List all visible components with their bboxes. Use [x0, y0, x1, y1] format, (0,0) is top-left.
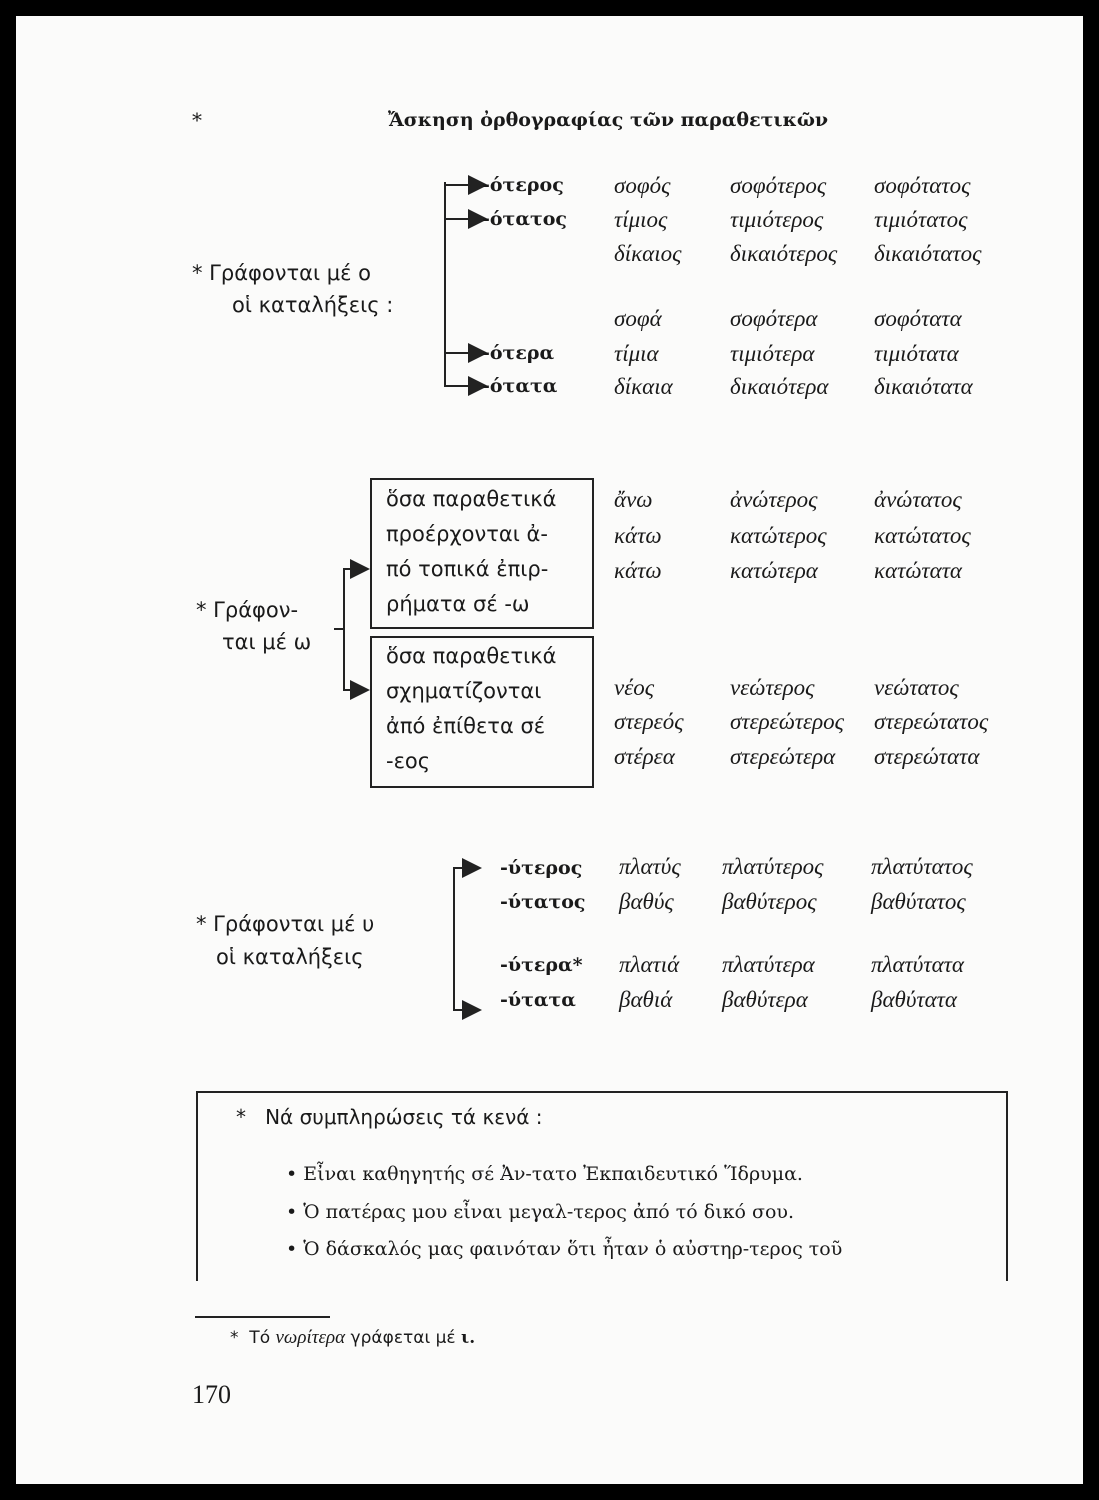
word-comparative: δικαιότερα [730, 374, 829, 399]
word-comparative: ἀνώτερος [730, 487, 818, 512]
word-comparative: στερεώτερος [730, 709, 844, 734]
word-comparative: βαθύτερος [722, 889, 817, 914]
word-superlative: πλατύτατος [871, 854, 973, 879]
word-positive: ἄνω [614, 487, 653, 512]
suffix-yteros: -ύτερος [500, 857, 583, 879]
word-comparative: βαθύτερα [722, 987, 808, 1012]
word-comparative: πλατύτερος [722, 854, 824, 879]
word-superlative: βαθύτατος [871, 889, 966, 914]
word-comparative: νεώτερος [730, 675, 815, 700]
section-y-label-line2: οἱ καταλήξεις [216, 945, 364, 969]
header-star: * [192, 108, 202, 132]
section-omega-label-line1: * Γράφον- [196, 598, 299, 622]
footnote-rule [195, 1316, 330, 1318]
word-comparative: κατώτερα [730, 558, 818, 583]
word-positive: πλατιά [619, 952, 680, 977]
word-positive: κάτω [614, 558, 662, 583]
rule-box-line: προέρχονται ἀ- [386, 522, 548, 546]
word-positive: σοφά [614, 306, 662, 331]
rule-box-line: πό τοπικά ἐπιρ- [386, 557, 549, 581]
word-comparative: πλατύτερα [722, 952, 815, 977]
rule-box-line: -εος [386, 749, 431, 773]
word-positive: τίμια [614, 341, 659, 366]
word-positive: πλατύς [619, 854, 681, 879]
word-positive: στερεός [614, 709, 684, 734]
word-superlative: στερεώτατος [874, 709, 989, 734]
page-number: 170 [192, 1380, 231, 1409]
rule-box-line: σχηματίζονται [386, 679, 542, 703]
exercise-item: • Ὁ δάσκαλός μας φαινόταν ὅτι ἦταν ὁ αὐστηρ-τερος τοῦ [286, 1238, 843, 1260]
word-superlative: τιμιότατα [874, 341, 959, 366]
section-omega-label-line2: ται μέ ω [222, 630, 312, 654]
word-comparative: δικαιότερος [730, 241, 838, 266]
word-positive: δίκαια [614, 374, 673, 399]
word-superlative: ἀνώτατος [874, 487, 962, 512]
word-comparative: σοφότερα [730, 306, 818, 331]
footnote-word: νωρίτερα [275, 1327, 346, 1348]
suffix-otera: -ότερα [482, 342, 555, 364]
word-comparative: σοφότερος [730, 173, 827, 198]
word-positive: βαθιά [619, 987, 673, 1012]
footnote [230, 1327, 475, 1349]
word-superlative: δικαιότατα [874, 374, 973, 399]
section-o-label-line2: οἱ καταλήξεις : [232, 293, 394, 317]
word-superlative: στερεώτατα [874, 744, 980, 769]
exercise-item: • Ὁ πατέρας μου εἶναι μεγαλ-τερος ἀπό τό δικό σου. [286, 1201, 795, 1223]
word-superlative: νεώτατος [874, 675, 959, 700]
exercise-item: • Εἶναι καθηγητής σέ Ἀν-τατο Ἐκπαιδευτικό Ἵδρυμα. [286, 1163, 803, 1185]
word-positive: στέρεα [614, 744, 675, 769]
footnote-letter: ι. [461, 1328, 476, 1348]
rule-box-adverbs [370, 478, 594, 629]
rule-box-line: ἀπό ἐπίθετα σέ [386, 714, 546, 738]
word-positive: βαθύς [619, 889, 674, 914]
suffix-ytata: -ύτατα [500, 989, 576, 1011]
word-positive: δίκαιος [614, 241, 682, 266]
word-superlative: κατώτατα [874, 558, 963, 583]
rule-box-adjectives [370, 636, 594, 788]
footnote-middle: γράφεται μέ [345, 1328, 462, 1348]
word-superlative: σοφότατα [874, 306, 962, 331]
exercise-instruction: * Νά συμπληρώσεις τά κενά : [236, 1105, 543, 1129]
rule-box-line: ὅσα παραθετικά [386, 487, 557, 511]
word-superlative: πλατύτατα [871, 952, 964, 977]
rule-box-line: ρήματα σέ -ω [386, 592, 530, 616]
word-comparative: τιμιότερα [730, 341, 815, 366]
word-superlative: βαθύτατα [871, 987, 957, 1012]
footnote-prefix: * Τό [230, 1328, 276, 1348]
book-page [16, 16, 1083, 1484]
word-superlative: τιμιότατος [874, 207, 968, 232]
word-comparative: τιμιότερος [730, 207, 824, 232]
suffix-ytera: -ύτερα* [500, 954, 583, 976]
word-superlative: κατώτατος [874, 523, 971, 548]
page-title: Ἄσκηση ὀρθογραφίας τῶν παραθετικῶν [388, 109, 829, 131]
word-positive: τίμιος [614, 207, 668, 232]
suffix-otatos: -ότατος [482, 208, 567, 230]
word-positive: σοφός [614, 173, 671, 198]
word-positive: νέος [614, 675, 655, 700]
word-comparative: κατώτερος [730, 523, 827, 548]
word-positive: κάτω [614, 523, 662, 548]
exercise-box [196, 1091, 1008, 1281]
suffix-otata: -ότατα [482, 375, 558, 397]
suffix-oteros: -ότερος [482, 174, 564, 196]
section-o-label-line1: * Γράφονται μέ ο [192, 261, 371, 285]
rule-box-line: ὅσα παραθετικά [386, 644, 557, 668]
section-y-label-line1: * Γράφονται μέ υ [196, 912, 375, 936]
word-comparative: στερεώτερα [730, 744, 836, 769]
word-superlative: δικαιότατος [874, 241, 982, 266]
word-superlative: σοφότατος [874, 173, 971, 198]
suffix-ytatos: -ύτατος [500, 891, 586, 913]
